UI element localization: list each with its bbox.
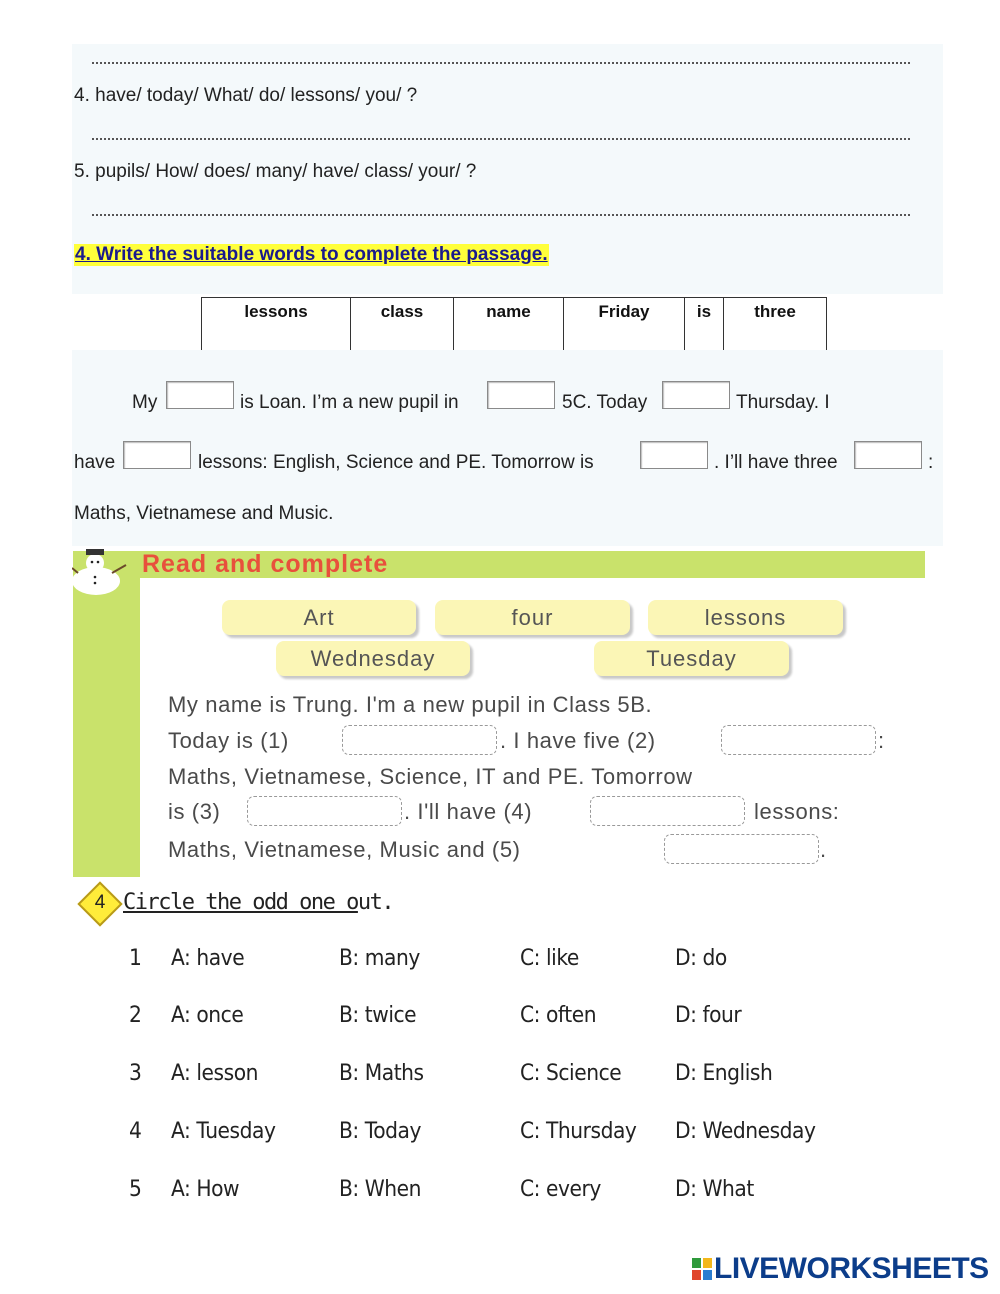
read-complete-line: is (3) (168, 799, 221, 824)
word-pill: lessons (648, 600, 843, 635)
word-pill: Tuesday (594, 641, 789, 676)
read-complete-line: . I have five (2) (500, 728, 656, 753)
row-number: 4 (129, 1119, 142, 1144)
option-a[interactable]: A: How (171, 1177, 240, 1202)
option-d[interactable]: D: do (675, 946, 727, 971)
odd-one-out-title (123, 890, 393, 915)
odd-one-out-title-rest: ut. (357, 890, 394, 915)
option-b[interactable]: B: Maths (339, 1061, 424, 1086)
passage-text: Thursday. I (736, 392, 830, 413)
blank-dashed-1[interactable] (342, 725, 497, 755)
row-number: 5 (129, 1177, 142, 1202)
blank-input-3[interactable] (662, 381, 730, 409)
blank-input-6[interactable] (854, 441, 922, 469)
question-5: 5. pupils/ How/ does/ many/ have/ class/ your/ ? (74, 161, 477, 182)
option-b[interactable]: B: twice (339, 1003, 417, 1028)
word-bank-cell: is (685, 298, 724, 353)
option-d[interactable]: D: What (675, 1177, 754, 1202)
row-number: 3 (129, 1061, 142, 1086)
snowman-icon (72, 549, 132, 597)
answer-line-4[interactable] (92, 138, 910, 140)
blank-dashed-4[interactable] (590, 796, 745, 826)
option-b[interactable]: B: When (339, 1177, 422, 1202)
option-a[interactable]: A: once (171, 1003, 244, 1028)
option-a[interactable]: A: lesson (171, 1061, 258, 1086)
liveworksheets-logo-text: LIVEWORKSHEETS (714, 1252, 989, 1285)
passage-text: 5C. Today (562, 392, 648, 413)
option-c[interactable]: C: every (520, 1177, 601, 1202)
read-complete-line: : (878, 728, 885, 753)
word-bank-cell: Friday (564, 298, 685, 353)
answer-line-3[interactable] (92, 62, 910, 64)
blank-input-5[interactable] (640, 441, 708, 469)
word-pill: Art (222, 600, 416, 635)
option-d[interactable]: D: Wednesday (675, 1119, 816, 1144)
word-bank-cell: name (454, 298, 564, 353)
read-complete-line: lessons: (754, 799, 840, 824)
read-complete-line: Today is (1) (168, 728, 289, 753)
blank-input-2[interactable] (487, 381, 555, 409)
read-complete-line: . (820, 837, 827, 862)
blank-dashed-5[interactable] (664, 834, 819, 864)
option-b[interactable]: B: many (339, 946, 420, 971)
odd-one-out-title-underlined: Circle the odd one o (123, 890, 358, 915)
option-d[interactable]: D: English (675, 1061, 773, 1086)
option-c[interactable]: C: Thursday (520, 1119, 637, 1144)
passage-text: : (928, 452, 934, 473)
blank-input-4[interactable] (123, 441, 191, 469)
read-complete-line: Maths, Vietnamese, Science, IT and PE. Tomorrow (168, 764, 693, 789)
passage-text: have (74, 452, 116, 473)
option-b[interactable]: B: Today (339, 1119, 421, 1144)
option-a[interactable]: A: have (171, 946, 245, 971)
read-complete-frame-left (73, 551, 140, 877)
option-d[interactable]: D: four (675, 1003, 742, 1028)
row-number: 2 (129, 1003, 142, 1028)
passage-text: lessons: English, Science and PE. Tomorrow is (198, 452, 594, 473)
blank-input-1[interactable] (166, 381, 234, 409)
option-a[interactable]: A: Tuesday (171, 1119, 276, 1144)
section-number: 4 (94, 892, 106, 913)
section4-heading: 4. Write the suitable words to complete the passage. (75, 244, 548, 265)
blank-dashed-2[interactable] (721, 725, 876, 755)
word-pill: four (435, 600, 630, 635)
word-bank-cell: lessons (202, 298, 351, 353)
read-complete-title: Read and complete (142, 550, 389, 578)
word-bank-cell: three (724, 298, 827, 353)
blank-dashed-3[interactable] (247, 796, 402, 826)
answer-line-5[interactable] (92, 214, 910, 216)
liveworksheets-logo-icon (692, 1258, 712, 1280)
option-c[interactable]: C: Science (520, 1061, 622, 1086)
read-complete-line: . I'll have (4) (404, 799, 533, 824)
passage-text: is Loan. I’m a new pupil in (240, 392, 459, 413)
passage-text: My (132, 392, 158, 413)
option-c[interactable]: C: like (520, 946, 579, 971)
passage-text: . I’ll have three (714, 452, 838, 473)
read-complete-line: Maths, Vietnamese, Music and (5) (168, 837, 521, 862)
word-bank-table (201, 297, 827, 353)
passage-text: Maths, Vietnamese and Music. (74, 503, 334, 524)
row-number: 1 (129, 946, 142, 971)
read-complete-line: My name is Trung. I'm a new pupil in Class 5B. (168, 692, 653, 717)
word-bank-cell: class (351, 298, 454, 353)
word-pill: Wednesday (276, 641, 470, 676)
question-4: 4. have/ today/ What/ do/ lessons/ you/ ? (74, 85, 418, 106)
option-c[interactable]: C: often (520, 1003, 597, 1028)
